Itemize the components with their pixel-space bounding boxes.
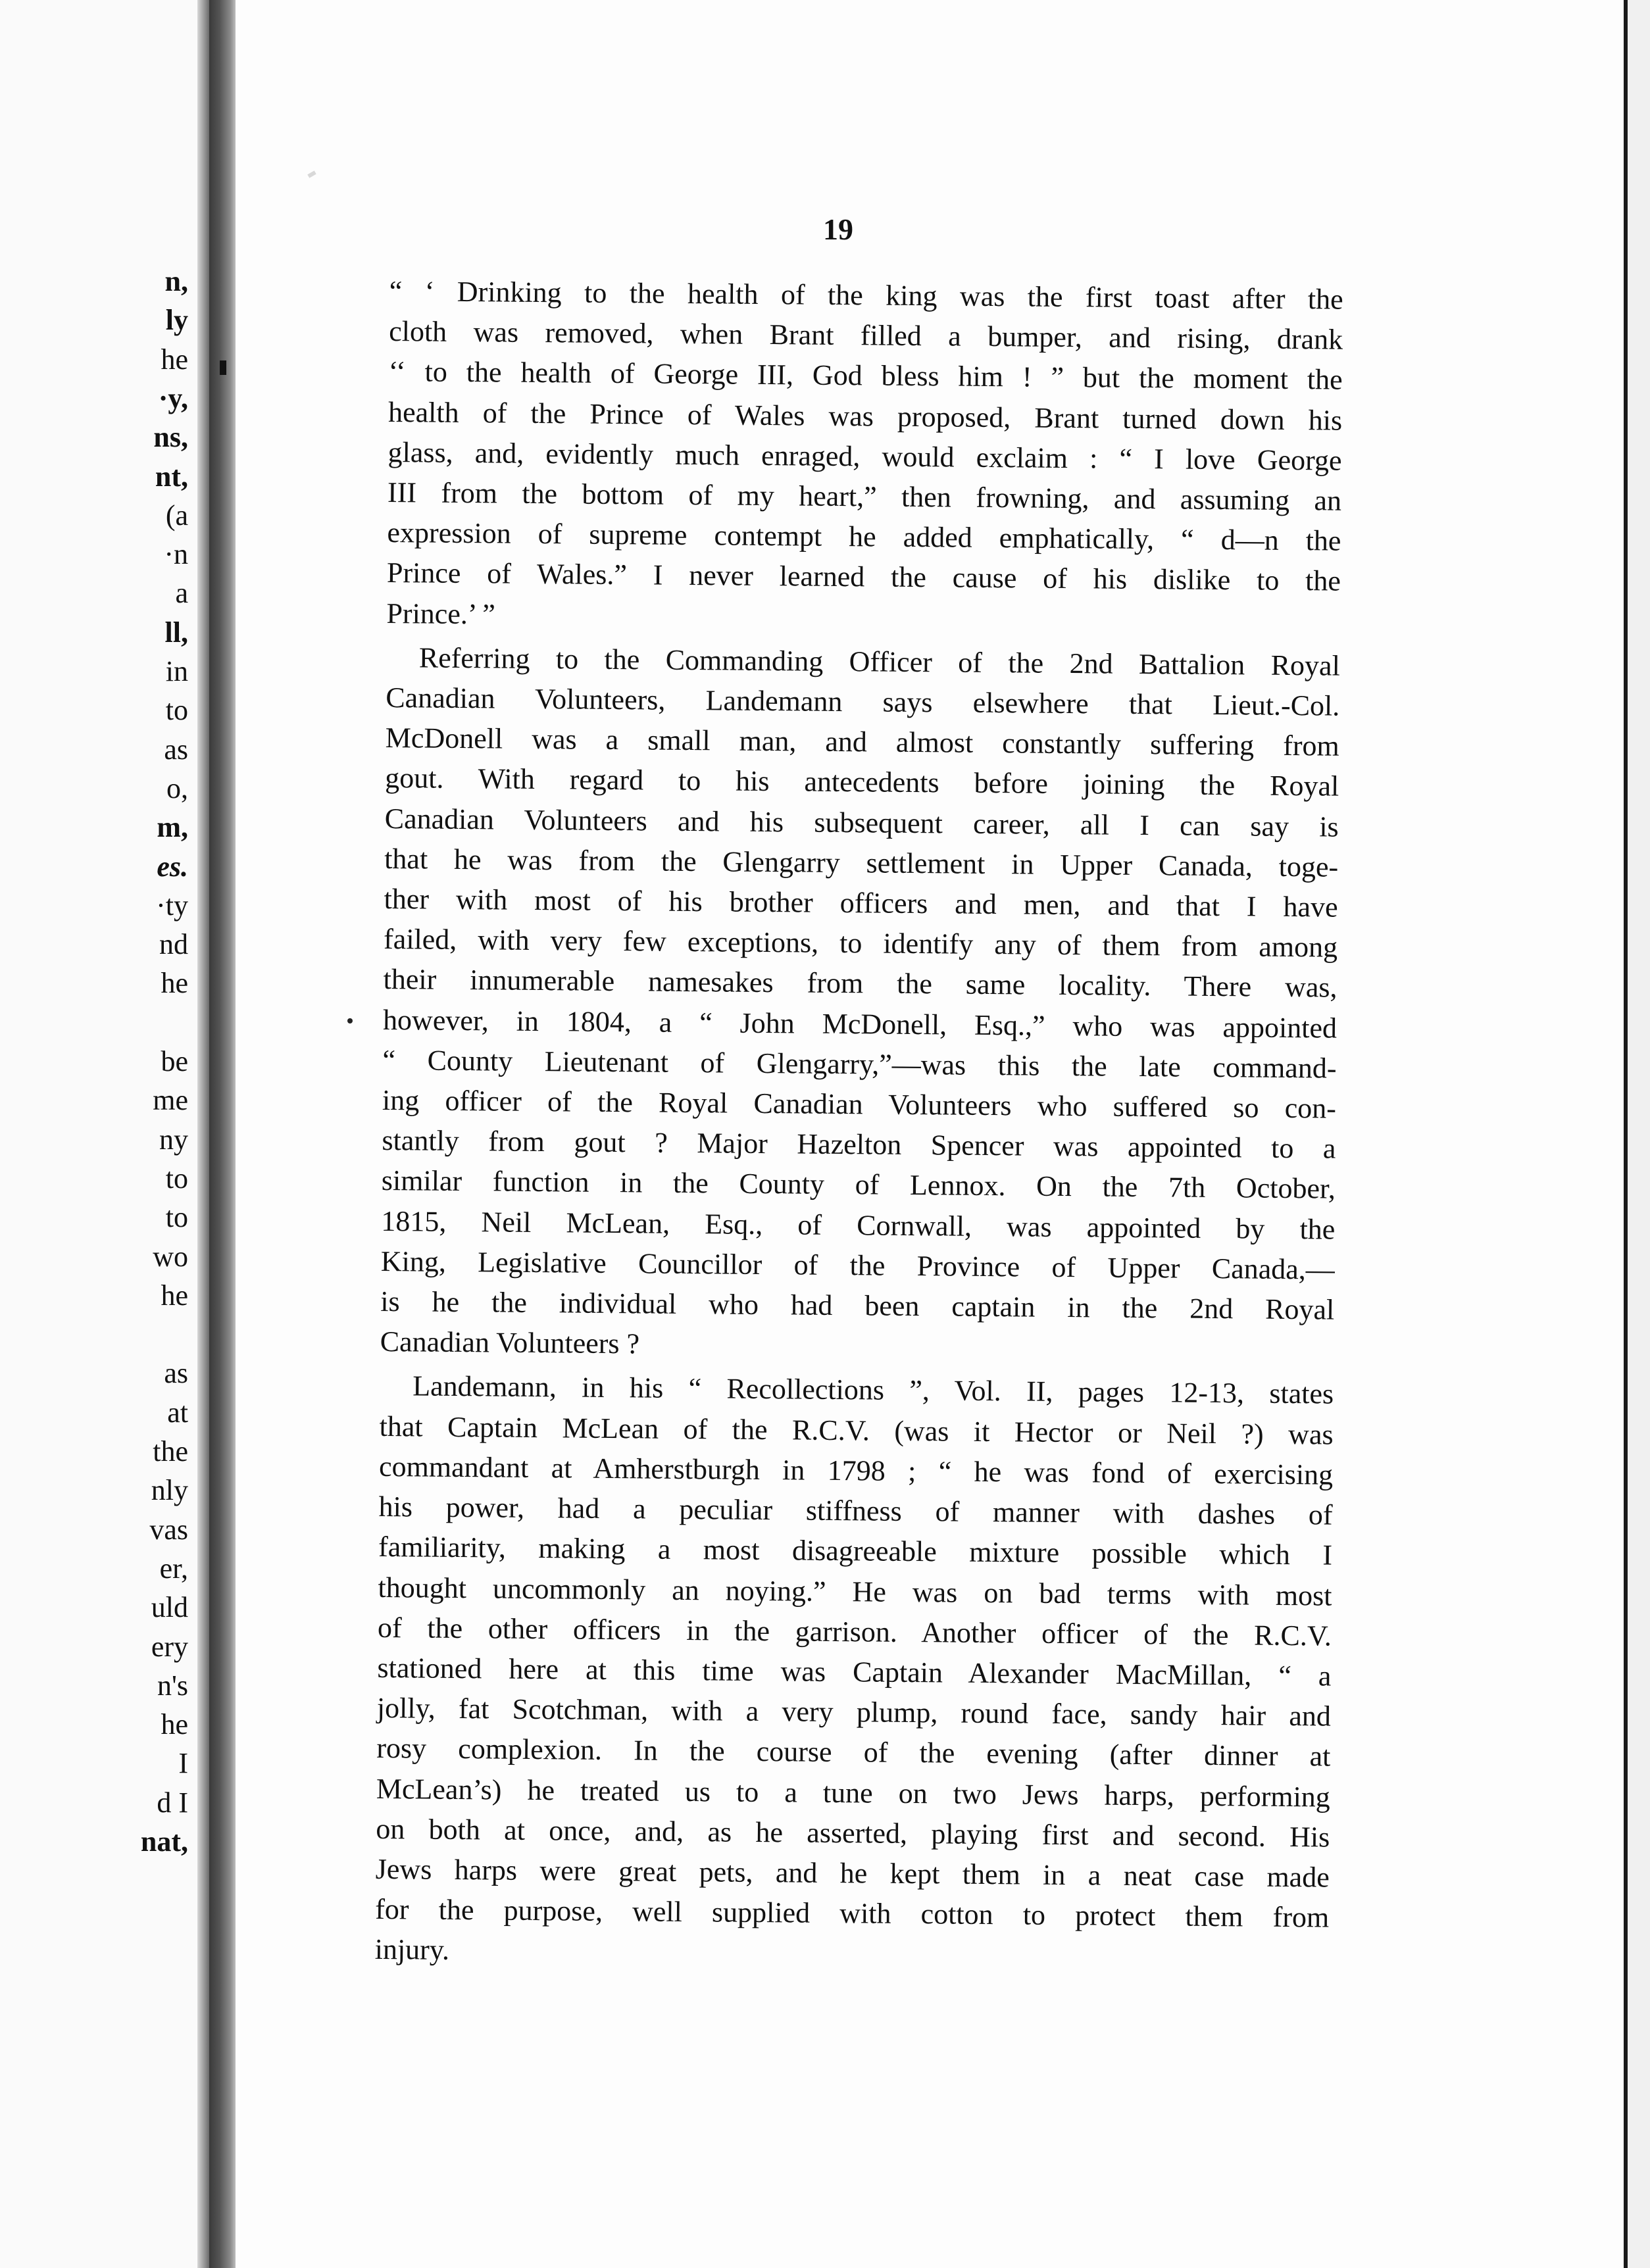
- text-line: is he the individual who had been captain in the 2nd Royal: [380, 1285, 1335, 1326]
- text-line: Canadian Volunteers ?: [380, 1325, 640, 1360]
- facing-page-text-fragment: to: [165, 1201, 188, 1234]
- text-line: health of the Prince of Wales was proposed, Brant turned down his: [388, 395, 1343, 437]
- facing-page-text-fragment: ny: [159, 1123, 188, 1156]
- text-line: of the other officers in the garrison. Another officer of the R.C.V.: [377, 1611, 1332, 1652]
- facing-page-text-fragment: he: [161, 967, 188, 1000]
- text-line: Landemann, in his “ Recollections ”, Vol. II, pages 12-13, states: [412, 1369, 1334, 1411]
- facing-page-text-fragment: nly: [151, 1474, 188, 1507]
- text-line: “ ‘ Drinking to the health of the king was the first toast after the: [389, 274, 1343, 316]
- facing-page-text-fragment: (a: [165, 499, 188, 531]
- text-line: that Captain McLean of the R.C.V. (was it Hector or Neil ?) was: [379, 1410, 1334, 1451]
- text-line: jolly, fat Scotchman, with a very plump, round face, sandy hair and: [376, 1692, 1332, 1733]
- text-line: Prince.’ ”: [386, 597, 495, 631]
- text-line: on both at once, and, as he asserted, playing first and second. His: [376, 1812, 1330, 1854]
- facing-page-text-fragment: ly: [165, 304, 188, 337]
- text-line: rosy complexion. In the course of the evening (after dinner at: [376, 1732, 1331, 1773]
- text-line: 1815, Neil McLean, Esq., of Cornwall, was appointed by the: [381, 1204, 1336, 1246]
- facing-page-text-fragment: ·n: [164, 538, 188, 571]
- facing-page-text-fragment: uld: [151, 1591, 188, 1624]
- facing-page-text-fragment: to: [165, 694, 188, 727]
- text-line: that he was from the Glengarry settlement in Upper Canada, toge-: [384, 842, 1339, 883]
- text-line: McDonell was a small man, and almost constantly suffering from: [385, 722, 1339, 762]
- facing-page-text-fragment: I: [178, 1747, 188, 1780]
- text-line: Jews harps were great pets, and he kept them in a neat case made: [375, 1852, 1330, 1894]
- paragraph: [380, 637, 1341, 1370]
- facing-page-text-fragment: ·ty: [156, 889, 188, 922]
- text-line: similar function in the County of Lennox. On the 7th October,: [381, 1164, 1336, 1206]
- facing-page-text-fragment: as: [164, 733, 188, 766]
- text-line: “ County Lieutenant of Glengarry,”—was this the late command-: [382, 1043, 1337, 1085]
- facing-page-text-fragment: ery: [151, 1630, 188, 1663]
- facing-page-text-fragment: he: [161, 343, 188, 376]
- facing-page-text-fragment: wo: [153, 1240, 188, 1273]
- text-line: for the purpose, well supplied with cotton to protect them from: [375, 1893, 1330, 1934]
- facing-page-left: [0, 0, 197, 2268]
- text-line: failed, with very few exceptions, to identify any of them from among: [383, 923, 1338, 964]
- text-line: stantly from gout ? Major Hazelton Spencer was appointed to a: [382, 1124, 1336, 1165]
- text-line: III from the bottom of my heart,” then frowning, and assuming an: [387, 476, 1342, 517]
- facing-page-text-fragment: the: [153, 1435, 188, 1467]
- text-line: gout. With regard to his antecedents before joining the Royal: [385, 762, 1339, 803]
- facing-page-text-fragment: he: [161, 1708, 188, 1741]
- text-line: thought uncommonly an noying.” He was on bad terms with most: [378, 1571, 1332, 1612]
- text-line: injury.: [374, 1933, 450, 1967]
- facing-page-text-fragment: nd: [159, 928, 188, 961]
- text-line: ing officer of the Royal Canadian Volunteers who suffered so con-: [382, 1084, 1337, 1125]
- facing-page-text-fragment: be: [161, 1045, 188, 1077]
- facing-page-text-fragment: me: [153, 1084, 188, 1117]
- text-line: however, in 1804, a “ John McDonell, Esq.,” who was appointed: [382, 1003, 1338, 1045]
- text-line: Referring to the Commanding Officer of the 2nd Battalion Royal: [418, 641, 1341, 682]
- facing-page-text-fragment: m,: [157, 811, 188, 844]
- facing-page-text-fragment: n's: [157, 1669, 188, 1702]
- text-line: McLean’s) he treated us to a tune on two Jews harps, performing: [376, 1772, 1331, 1813]
- page-right-edge: [1624, 0, 1650, 2268]
- facing-page-text-fragment: to: [165, 1162, 188, 1195]
- facing-page-text-fragment: n,: [164, 265, 188, 297]
- paragraph: [374, 1366, 1334, 1978]
- facing-page-text-fragment: vas: [149, 1513, 188, 1546]
- text-line: Canadian Volunteers, Landemann says elsewhere that Lieut.-Col.: [386, 681, 1340, 722]
- gutter-edge: [197, 0, 209, 2268]
- facing-page-text-fragment: ll,: [164, 616, 188, 649]
- text-line: King, Legislative Councillor of the Province of Upper Canada,—: [380, 1245, 1336, 1286]
- facing-page-text-fragment: in: [165, 655, 188, 687]
- text-line: commandant at Amherstburgh in 1798 ; “ he was fond of exercising: [378, 1450, 1334, 1491]
- facing-page-text-fragment: nt,: [155, 460, 188, 493]
- paragraph: [386, 271, 1343, 641]
- page-body-text: [374, 271, 1343, 1982]
- text-line: Prince of Wales.” I never learned the cause of his dislike to the: [386, 556, 1341, 598]
- book-gutter: [209, 0, 236, 2268]
- text-line: ther with most of his brother officers and men, and that I have: [384, 883, 1338, 924]
- facing-page-text-fragment: he: [161, 1279, 188, 1312]
- facing-page-text-fragment: er,: [159, 1552, 188, 1585]
- facing-page-text-fragment: ns,: [153, 421, 188, 454]
- facing-page-text-fragment: nat,: [140, 1825, 188, 1858]
- facing-page-text-fragment: o,: [166, 772, 188, 804]
- text-line: cloth was removed, when Brant filled a bumper, and rising, drank: [388, 315, 1343, 356]
- facing-page-text-fragment: as: [164, 1357, 188, 1390]
- text-line: their innumerable namesakes from the same locality. There was,: [383, 963, 1338, 1004]
- margin-dot: [347, 1018, 353, 1023]
- text-line: stationed here at this time was Captain Alexander MacMillan, “ a: [377, 1651, 1332, 1692]
- facing-page-text-fragment: es.: [157, 850, 188, 883]
- text-line: expression of supreme contempt he added emphatically, “ d—n the: [387, 516, 1341, 557]
- text-line: Canadian Volunteers and his subsequent career, all I can say is: [384, 802, 1339, 843]
- text-line: his power, had a peculiar stiffness of manner with dashes of: [378, 1491, 1333, 1531]
- text-line: glass, and, evidently much enraged, would exclaim : “ I love George: [388, 435, 1342, 477]
- facing-page-text-fragment: ·y,: [158, 382, 188, 414]
- text-line: familiarity, making a most disagreeable mixture possible which I: [378, 1531, 1333, 1571]
- text-line: ‘‘ to the health of George III, God bless him ! ” but the moment the: [388, 355, 1343, 397]
- page-number: 19: [823, 212, 853, 246]
- facing-page-text-fragment: a: [175, 577, 188, 610]
- facing-page-text-fragment: at: [167, 1396, 188, 1429]
- facing-page-text-fragment: d I: [157, 1786, 188, 1819]
- gutter-mark: [220, 360, 226, 375]
